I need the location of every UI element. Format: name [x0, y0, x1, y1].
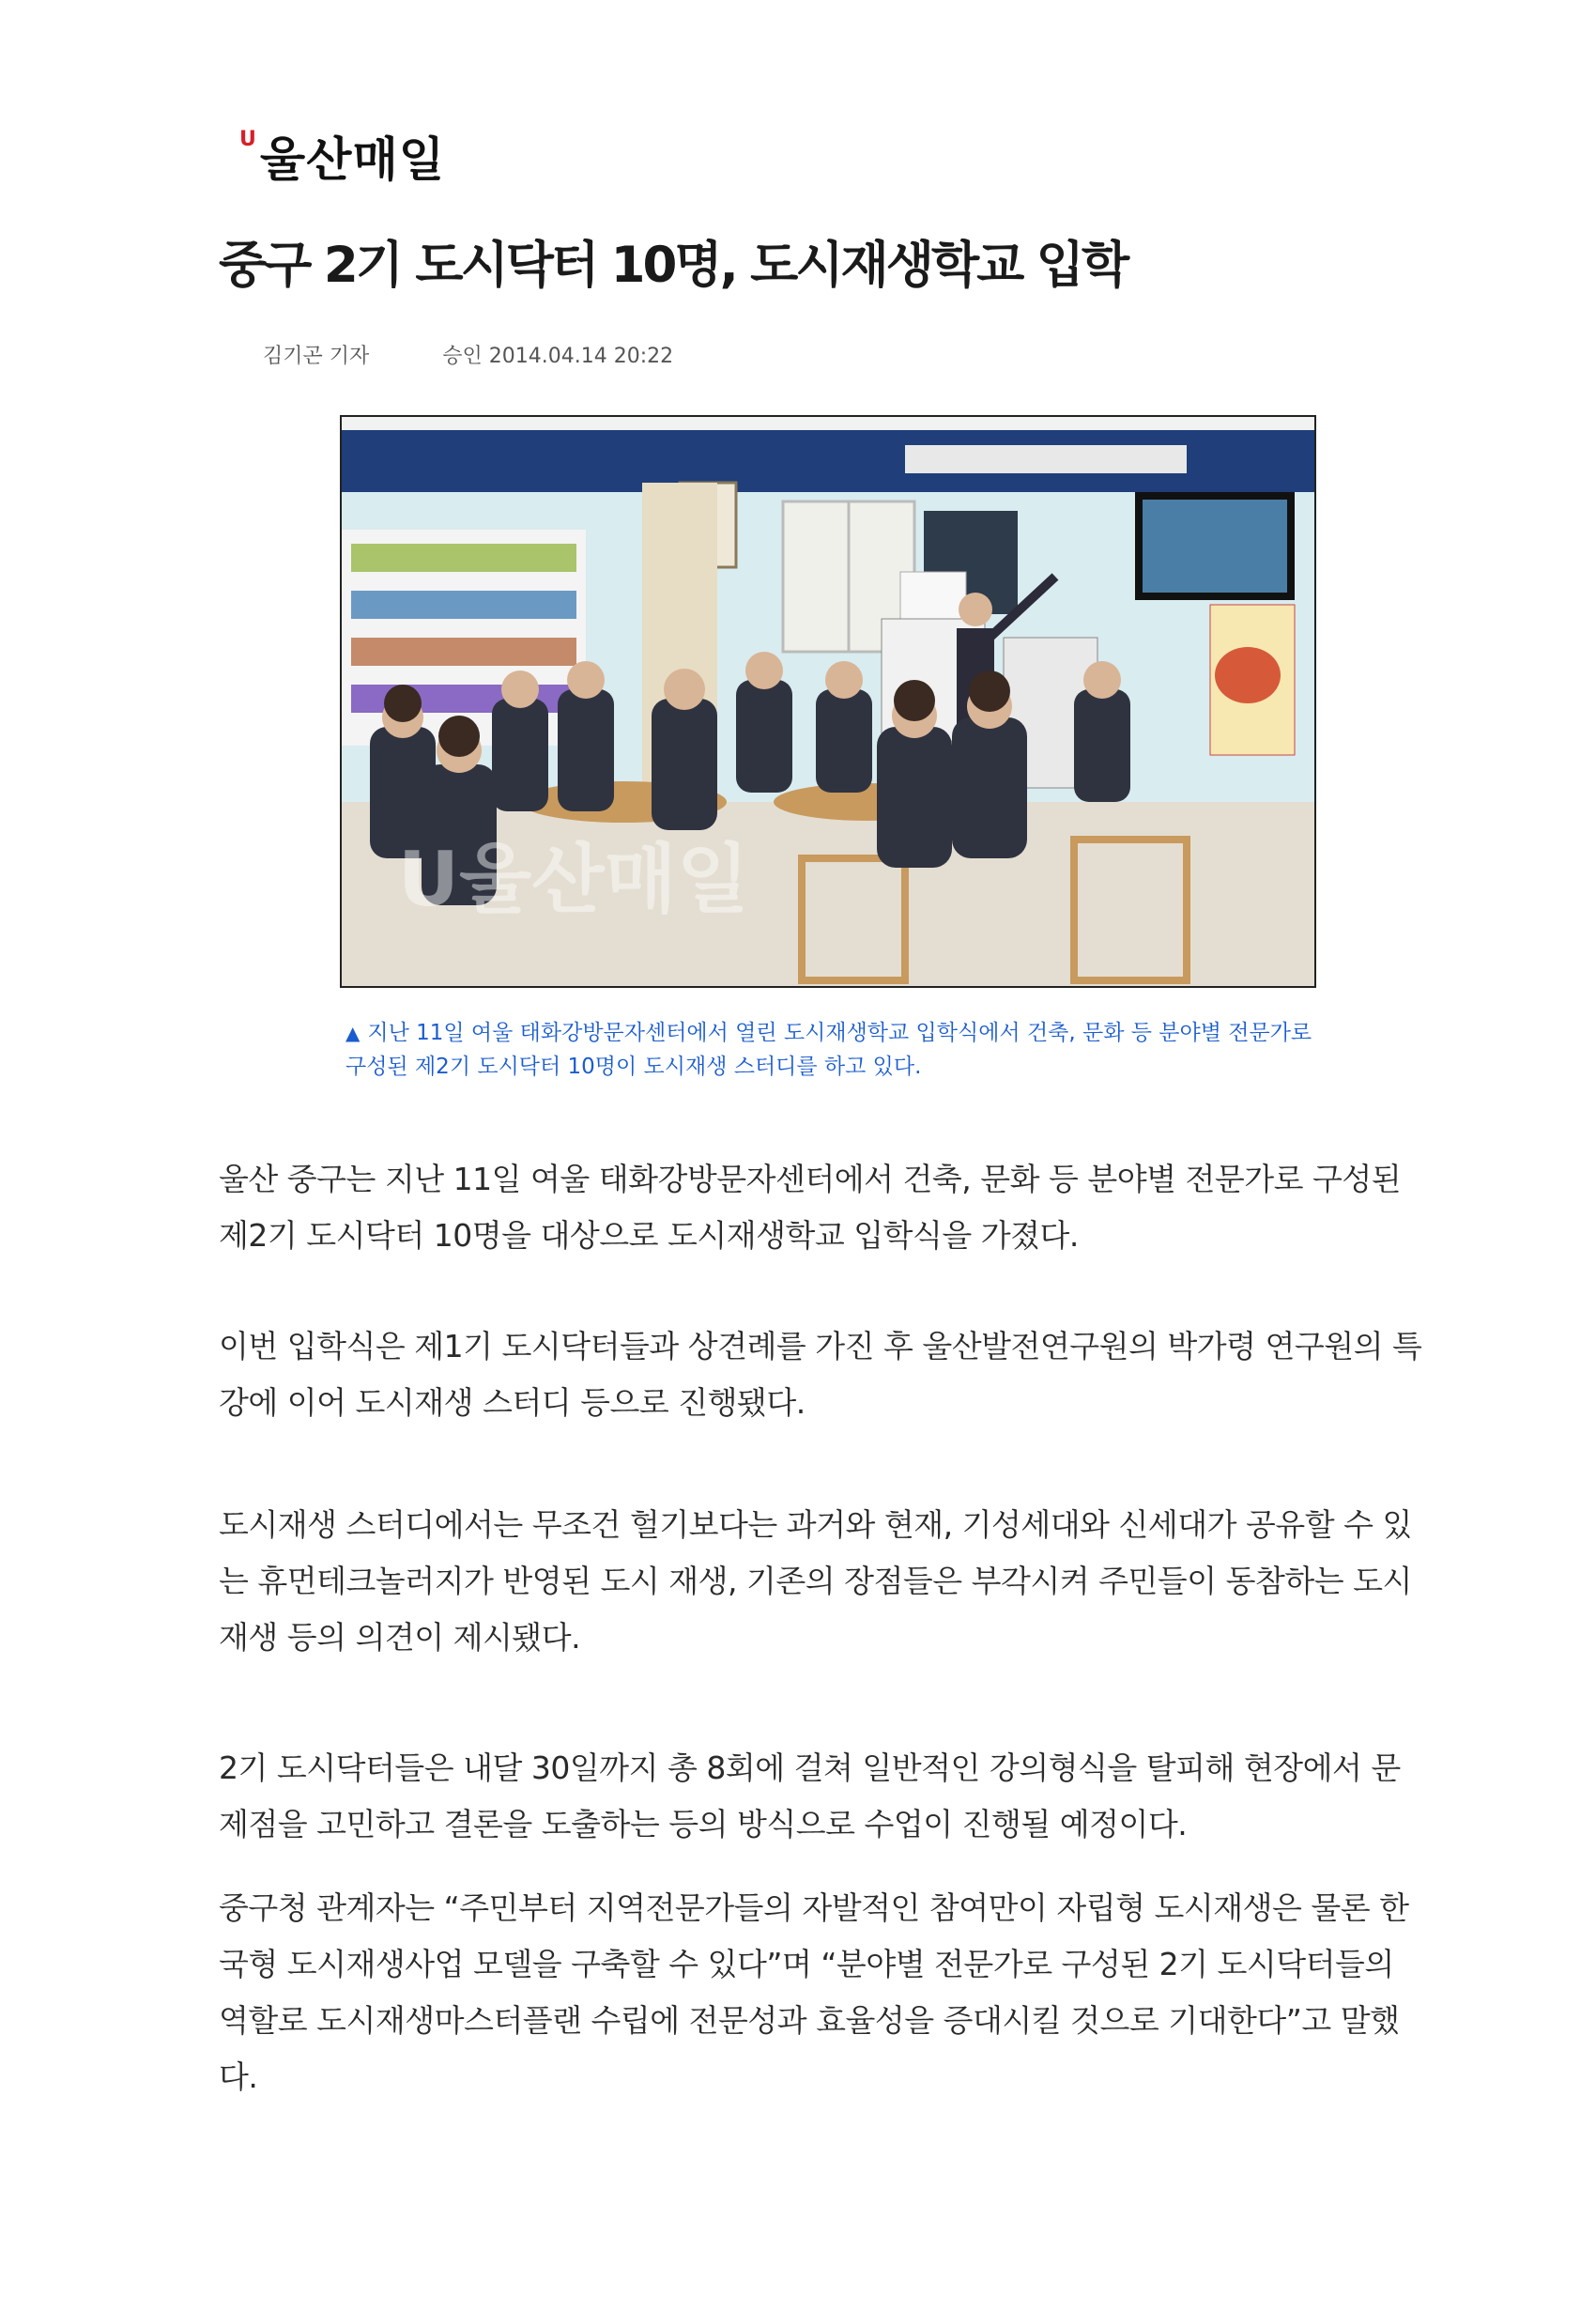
publication-logo[interactable]: [239, 122, 445, 190]
photo-illustration: [342, 417, 1314, 986]
paragraph-4: [219, 1740, 1430, 1853]
article-photo: [340, 415, 1316, 988]
photo-watermark: U울산매일: [398, 836, 750, 923]
paragraph-2: [219, 1318, 1430, 1431]
triangle-up-icon: ▲: [345, 1022, 361, 1044]
byline: [263, 340, 673, 369]
paragraph-text: 도시재생 스터디에서는 무조건 헐기보다는 과거와 현재, 기성세대와 신세대가 공유할 수 있는 휴먼테크놀러지가 반영된 도시 재생, 기존의 장점들은 부각시켜 주민들이 동참하는 도시 재생 등의 의견이 제시됐다.: [219, 1506, 1412, 1656]
reporter-name: 김기곤 기자: [263, 345, 370, 368]
caption-text: 지난 11일 여울 태화강방문자센터에서 열린 도시재생학교 입학식에서 건축, 문화 등 분야별 전문가로 구성된 제2기 도시닥터 10명이 도시재생 스터디를 하고 있다.: [345, 1021, 1312, 1079]
paragraph-3: [219, 1497, 1430, 1666]
paragraph-1: [219, 1151, 1430, 1264]
paragraph-text: 중구청 관계자는 “주민부터 지역전문가들의 자발적인 참여만이 자립형 도시재생은 물론 한국형 도시재생사업 모델을 구축할 수 있다”며 “분야별 전문가로 구성된 2기 도시닥터들의 역할로 도시재생마스터플랜 수립에 전문성과 효율성을 증대시킬 것으로 기대한다”고 말했다.: [219, 1889, 1409, 2095]
photo-caption: [345, 1016, 1312, 1084]
approval-timestamp: 승인 2014.04.14 20:22: [442, 345, 674, 368]
paragraph-text: 울산 중구는 지난 11일 여울 태화강방문자센터에서 건축, 문화 등 분야별 전문가로 구성된 제2기 도시닥터 10명을 대상으로 도시재생학교 입학식을 가졌다.: [219, 1161, 1402, 1254]
paragraph-text: 2기 도시닥터들은 내달 30일까지 총 8회에 걸쳐 일반적인 강의형식을 탈피해 현장에서 문제점을 고민하고 결론을 도출하는 등의 방식으로 수업이 진행될 예정이다.: [219, 1749, 1401, 1842]
logo-mark: U: [239, 128, 256, 151]
paragraph-5: [219, 1880, 1430, 2105]
logo-text: 울산매일: [259, 132, 446, 187]
paragraph-text: 이번 입학식은 제1기 도시닥터들과 상견례를 가진 후 울산발전연구원의 박가령 연구원의 특강에 이어 도시재생 스터디 등으로 진행됐다.: [219, 1328, 1422, 1421]
article-headline: 중구 2기 도시닥터 10명, 도시재생학교 입학: [219, 237, 1128, 294]
